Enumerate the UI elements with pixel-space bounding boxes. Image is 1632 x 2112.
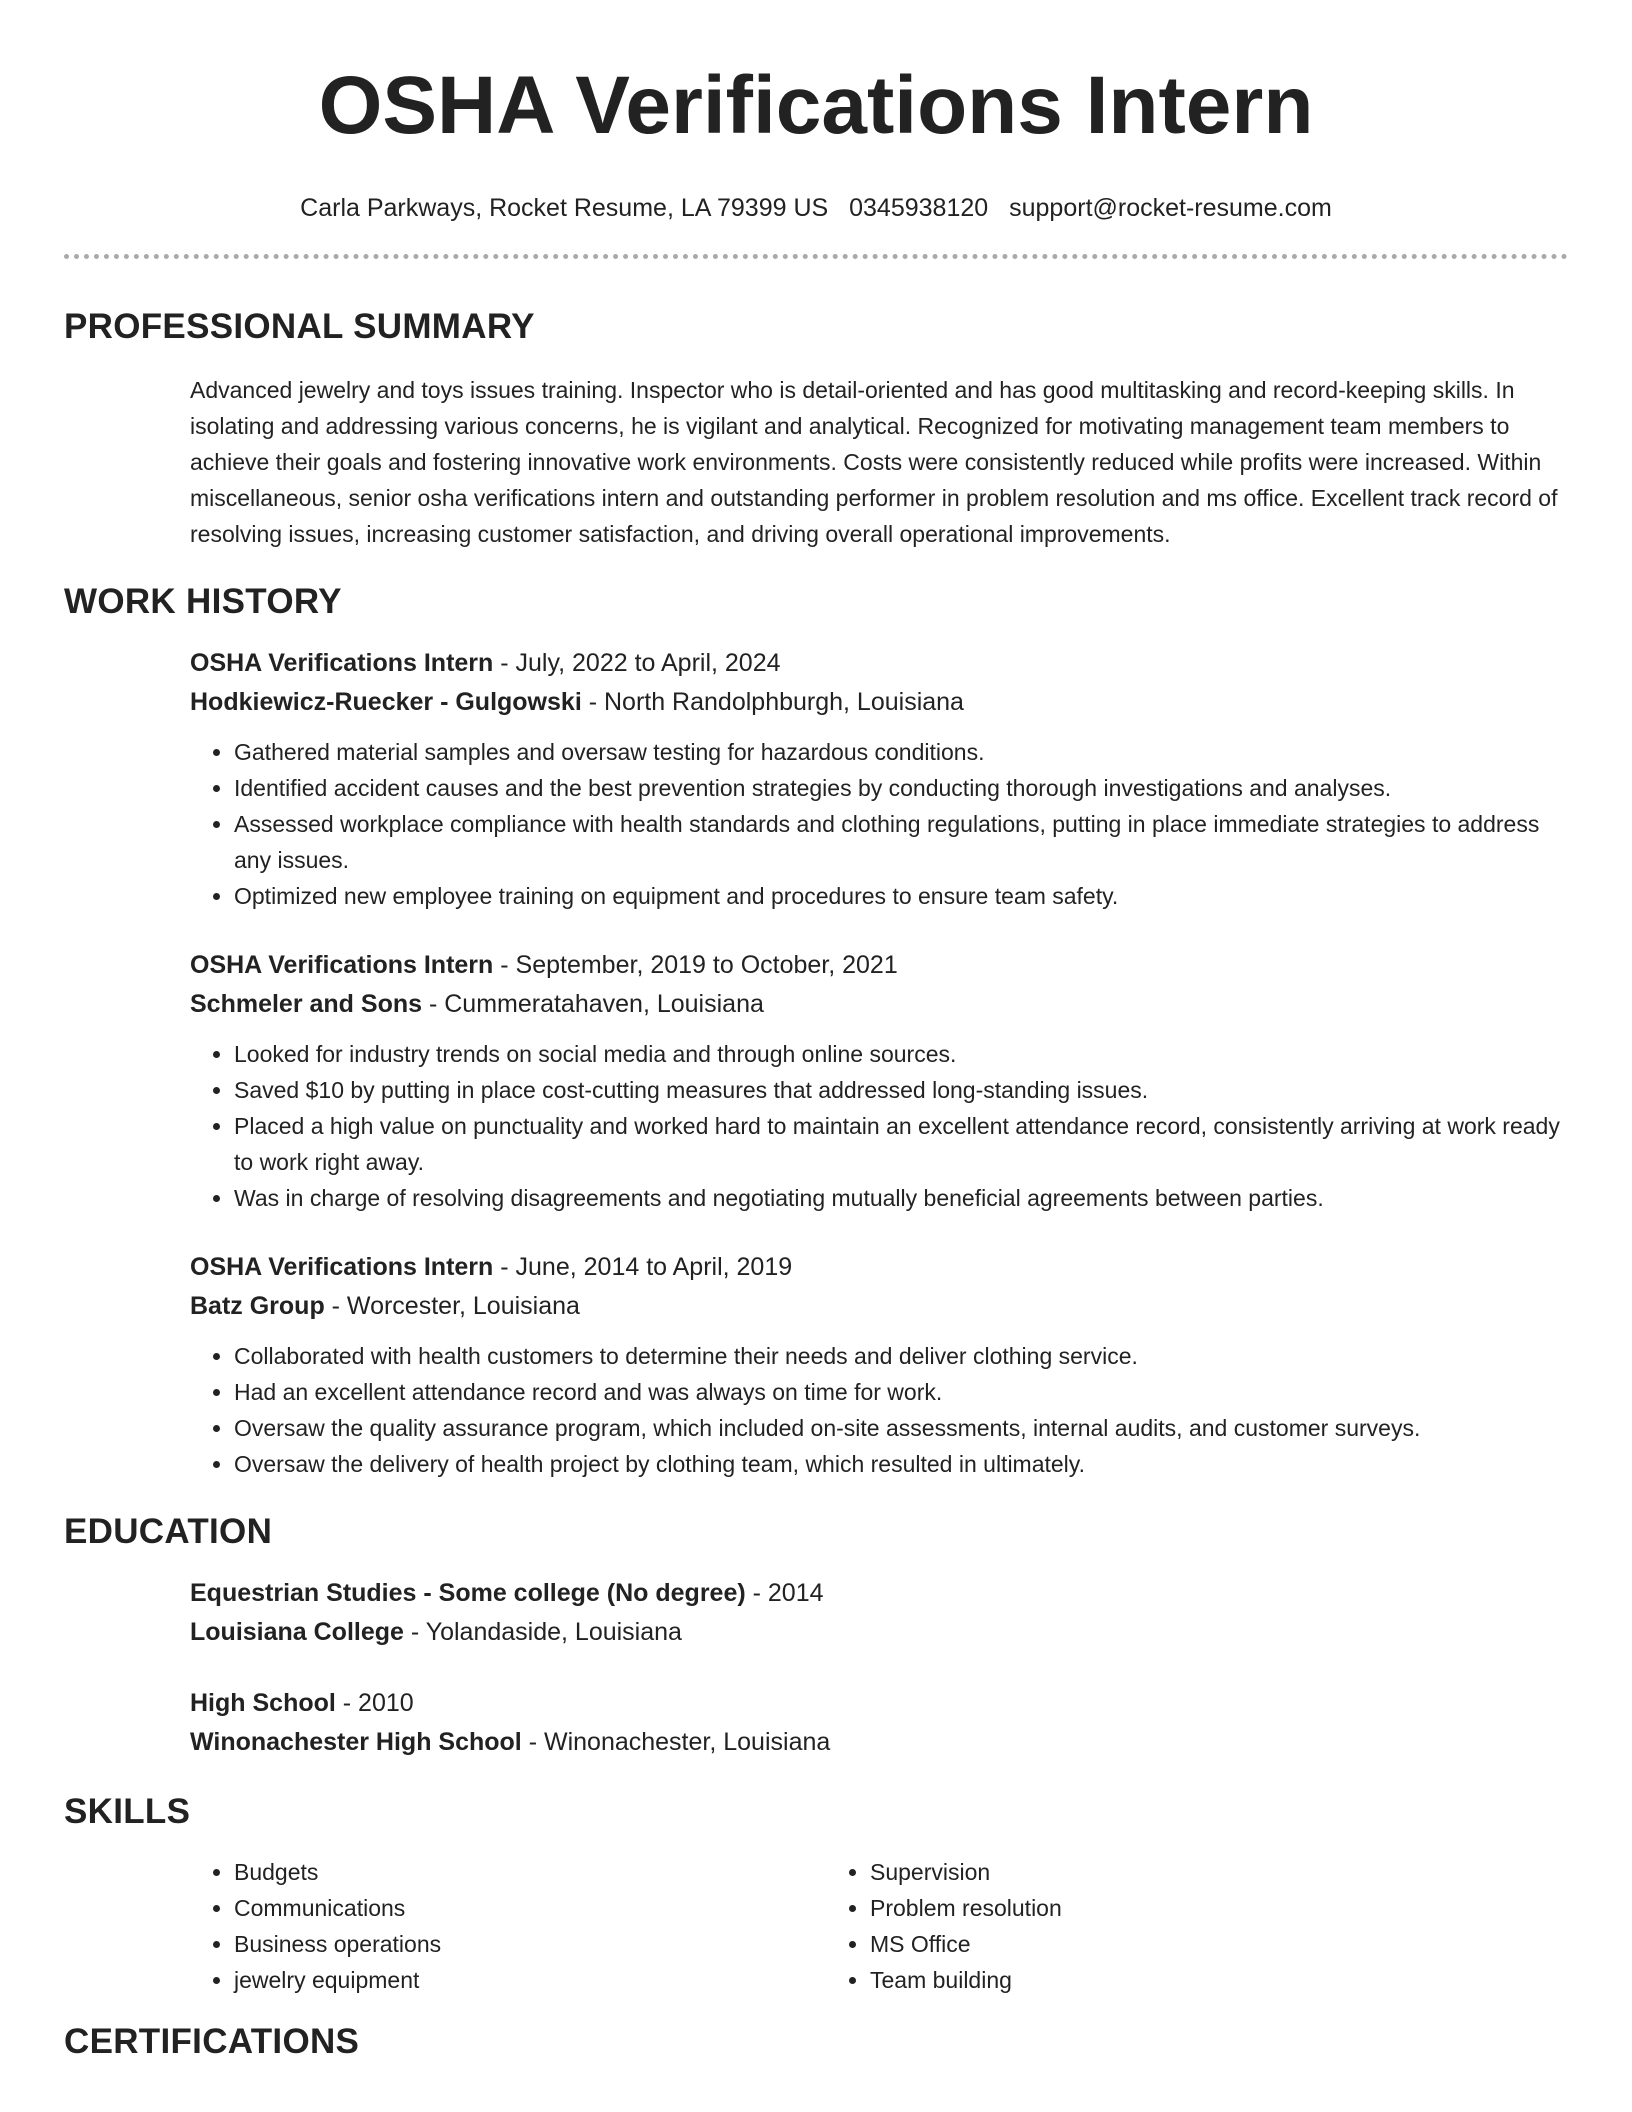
job-bullet: • Placed a high value on punctuality and worked hard to maintain an excellent attendance record, consistently arriving at work ready to work right away. bbox=[234, 1108, 1568, 1180]
job-role: OSHA Verifications Intern bbox=[190, 1253, 494, 1281]
skills-column-left bbox=[190, 1854, 826, 1998]
education-location: - Yolandaside, Louisiana bbox=[403, 1618, 682, 1646]
job-company: Schmeler and Sons bbox=[190, 990, 423, 1018]
job-bullet: • Identified accident causes and the best prevention strategies by conducting thorough investigations and analyses. bbox=[234, 770, 1568, 806]
skill-item: • MS Office bbox=[870, 1926, 1462, 1962]
contact-address: Carla Parkways, Rocket Resume, LA 79399 US bbox=[300, 194, 829, 222]
job-company-line bbox=[190, 985, 1568, 1024]
job-bullet: • Saved $10 by putting in place cost-cutting measures that addressed long-standing issues. bbox=[234, 1072, 1568, 1108]
job-bullet: • Oversaw the delivery of health project by clothing team, which resulted in ultimately. bbox=[234, 1446, 1568, 1482]
education-location: - Winonachester, Louisiana bbox=[521, 1728, 831, 1756]
job-bullets bbox=[190, 1338, 1568, 1482]
section-title-summary: PROFESSIONAL SUMMARY bbox=[64, 307, 535, 346]
section-title-certifications: CERTIFICATIONS bbox=[64, 2022, 360, 2061]
job-title-line bbox=[190, 644, 1568, 683]
education-degree-line bbox=[190, 1684, 1568, 1723]
job-bullet: • Had an excellent attendance record and was always on time for work. bbox=[234, 1374, 1568, 1410]
skill-item: • jewelry equipment bbox=[234, 1962, 826, 1998]
job-bullet: • Oversaw the quality assurance program, which included on-site assessments, internal audits, and customer surveys. bbox=[234, 1410, 1568, 1446]
job-dates: - September, 2019 to October, 2021 bbox=[493, 951, 898, 979]
education-entry bbox=[190, 1574, 1568, 1652]
job-company-line bbox=[190, 683, 1568, 722]
education-year: - 2014 bbox=[745, 1579, 824, 1607]
resume-name: OSHA Verifications Intern bbox=[318, 60, 1314, 151]
education-degree: Equestrian Studies - Some college (No degree) bbox=[190, 1579, 746, 1607]
education-year: - 2010 bbox=[335, 1689, 414, 1717]
job-role: OSHA Verifications Intern bbox=[190, 951, 494, 979]
skill-item: • Communications bbox=[234, 1890, 826, 1926]
job-bullet: • Optimized new employee training on equipment and procedures to ensure team safety. bbox=[234, 878, 1568, 914]
education-degree-line bbox=[190, 1574, 1568, 1613]
job-bullet: • Assessed workplace compliance with health standards and clothing regulations, putting in place immediate strategies to address any issues. bbox=[234, 806, 1568, 878]
section-title-skills: SKILLS bbox=[64, 1792, 191, 1831]
skill-item: • Team building bbox=[870, 1962, 1462, 1998]
job-entry bbox=[190, 644, 1568, 914]
skills-column-right bbox=[826, 1854, 1462, 1998]
job-role: OSHA Verifications Intern bbox=[190, 649, 494, 677]
summary-text: Advanced jewelry and toys issues training. Inspector who is detail-oriented and has good multitasking and record-keeping skills. In isolating and addressing various concerns, he is vigilant and analytical. Recognized for motivating management team members to achieve their goals and fostering innovative work environments. Costs were consistently reduced while profits were increased. Within miscellaneous, senior osha verifications intern and outstanding performer in problem resolution and ms office. Excellent track record of resolving issues, increasing customer satisfaction, and driving overall operational improvements. bbox=[190, 377, 1558, 547]
section-title-work-history: WORK HISTORY bbox=[64, 582, 342, 621]
job-entry bbox=[190, 1248, 1568, 1482]
job-company-line bbox=[190, 1287, 1568, 1326]
job-bullet: • Gathered material samples and oversaw testing for hazardous conditions. bbox=[234, 734, 1568, 770]
job-location: - Worcester, Louisiana bbox=[324, 1292, 580, 1320]
job-bullets bbox=[190, 734, 1568, 914]
job-title-line bbox=[190, 1248, 1568, 1287]
job-bullet: • Was in charge of resolving disagreements and negotiating mutually beneficial agreements between parties. bbox=[234, 1180, 1568, 1216]
contact-line bbox=[64, 192, 1568, 224]
job-bullet: • Collaborated with health customers to determine their needs and deliver clothing service. bbox=[234, 1338, 1568, 1374]
education-school-line bbox=[190, 1723, 1568, 1762]
job-bullets bbox=[190, 1036, 1568, 1216]
job-location: - Cummeratahaven, Louisiana bbox=[422, 990, 764, 1018]
education-school: Louisiana College bbox=[190, 1618, 404, 1646]
job-company: Hodkiewicz-Ruecker - Gulgowski bbox=[190, 688, 582, 716]
contact-phone: 0345938120 bbox=[849, 194, 989, 222]
job-dates: - July, 2022 to April, 2024 bbox=[493, 649, 781, 677]
job-bullet: • Looked for industry trends on social media and through online sources. bbox=[234, 1036, 1568, 1072]
education-school-line bbox=[190, 1613, 1568, 1652]
skills-grid bbox=[190, 1854, 1568, 1998]
job-dates: - June, 2014 to April, 2019 bbox=[493, 1253, 793, 1281]
skill-item: • Supervision bbox=[870, 1854, 1462, 1890]
education-degree: High School bbox=[190, 1689, 336, 1717]
job-location: - North Randolphburgh, Louisiana bbox=[581, 688, 964, 716]
header-divider bbox=[64, 254, 1568, 259]
job-title-line bbox=[190, 946, 1568, 985]
resume-page bbox=[64, 0, 1568, 2064]
skill-item: • Problem resolution bbox=[870, 1890, 1462, 1926]
job-entry bbox=[190, 946, 1568, 1216]
contact-email: support@rocket-resume.com bbox=[1009, 194, 1332, 222]
section-title-education: EDUCATION bbox=[64, 1512, 273, 1551]
education-school: Winonachester High School bbox=[190, 1728, 522, 1756]
education-entry bbox=[190, 1684, 1568, 1762]
job-company: Batz Group bbox=[190, 1292, 325, 1320]
skill-item: • Business operations bbox=[234, 1926, 826, 1962]
skill-item: • Budgets bbox=[234, 1854, 826, 1890]
